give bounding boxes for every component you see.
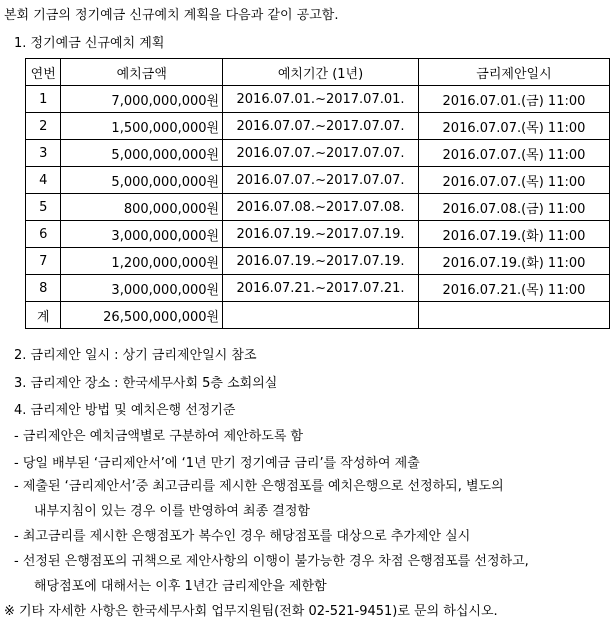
table-row — [26, 140, 610, 167]
header-period: 예치기간 (1년) — [223, 59, 419, 86]
bullet-item: - 제출된 ‘금리제안서’중 최고금리를 제시한 은행점포를 예치은행으로 선정하되, 별도의 — [14, 479, 504, 494]
cell-period: 2016.07.07.~2017.07.07. — [223, 140, 419, 167]
bullet-continuation: 해당점포에 대해서는 이후 1년간 금리제안을 제한함 — [34, 579, 327, 594]
total-label: 계 — [26, 302, 61, 329]
cell-amount: 3,000,000,000원 — [61, 221, 223, 248]
table-header-row — [26, 59, 610, 86]
cell-period: 2016.07.19.~2017.07.19. — [223, 248, 419, 275]
header-no: 연번 — [26, 59, 61, 86]
header-proposal-datetime: 금리제안일시 — [418, 59, 609, 86]
cell-period: 2016.07.07.~2017.07.07. — [223, 113, 419, 140]
cell-amount: 5,000,000,000원 — [61, 167, 223, 194]
intro-text: 본회 기금의 정기예금 신규예치 계획을 다음과 같이 공고함. — [4, 8, 339, 23]
section-1-title: 1. 정기예금 신규예치 계획 — [14, 36, 165, 51]
total-amount: 26,500,000,000원 — [61, 302, 223, 329]
total-empty-cell — [418, 302, 609, 329]
cell-no: 1 — [26, 86, 61, 113]
cell-amount: 3,000,000,000원 — [61, 275, 223, 302]
bullet-continuation: 내부지침이 있는 경우 이를 반영하여 최종 결정함 — [34, 504, 310, 519]
bullet-item: - 최고금리를 제시한 은행점포가 복수인 경우 해당점포를 대상으로 추가제안 실시 — [14, 529, 471, 544]
cell-datetime: 2016.07.19.(화) 11:00 — [418, 248, 609, 275]
cell-datetime: 2016.07.19.(화) 11:00 — [418, 221, 609, 248]
section-3-text: 3. 금리제안 장소 : 한국세무사회 5층 소회의실 — [14, 376, 278, 391]
section-4-title: 4. 금리제안 방법 및 예치은행 선정기준 — [14, 403, 236, 418]
cell-period: 2016.07.01.~2017.07.01. — [223, 86, 419, 113]
table-total-row — [26, 302, 610, 329]
footer-note: ※ 기타 자세한 사항은 한국세무사회 업무지원팀(전화 02-521-9451)로 문의 하십시오. — [4, 604, 498, 619]
cell-no: 7 — [26, 248, 61, 275]
cell-amount: 1,200,000,000원 — [61, 248, 223, 275]
table-row — [26, 113, 610, 140]
cell-amount: 5,000,000,000원 — [61, 140, 223, 167]
table-row — [26, 221, 610, 248]
table-row — [26, 275, 610, 302]
cell-period: 2016.07.08.~2017.07.08. — [223, 194, 419, 221]
cell-no: 5 — [26, 194, 61, 221]
cell-datetime: 2016.07.07.(목) 11:00 — [418, 140, 609, 167]
table-row — [26, 86, 610, 113]
cell-amount: 800,000,000원 — [61, 194, 223, 221]
cell-amount: 1,500,000,000원 — [61, 113, 223, 140]
cell-datetime: 2016.07.21.(목) 11:00 — [418, 275, 609, 302]
bullet-item: - 금리제안은 예치금액별로 구분하여 제안하도록 함 — [14, 429, 304, 444]
table-row — [26, 167, 610, 194]
bullet-item: - 당일 배부된 ‘금리제안서’에 ‘1년 만기 정기예금 금리’를 작성하여 제출 — [14, 456, 420, 471]
cell-no: 6 — [26, 221, 61, 248]
header-amount: 예치금액 — [61, 59, 223, 86]
cell-period: 2016.07.07.~2017.07.07. — [223, 167, 419, 194]
cell-no: 4 — [26, 167, 61, 194]
cell-datetime: 2016.07.08.(금) 11:00 — [418, 194, 609, 221]
deposit-plan-table — [25, 58, 610, 329]
cell-no: 8 — [26, 275, 61, 302]
cell-amount: 7,000,000,000원 — [61, 86, 223, 113]
cell-period: 2016.07.21.~2017.07.21. — [223, 275, 419, 302]
cell-datetime: 2016.07.07.(목) 11:00 — [418, 167, 609, 194]
section-2-text: 2. 금리제안 일시 : 상기 금리제안일시 참조 — [14, 348, 257, 363]
bullet-item: - 선정된 은행점포의 귀책으로 제안사항의 이행이 불가능한 경우 차점 은행점포를 선정하고, — [14, 554, 529, 569]
total-empty-cell — [223, 302, 419, 329]
cell-datetime: 2016.07.07.(목) 11:00 — [418, 113, 609, 140]
cell-no: 3 — [26, 140, 61, 167]
cell-datetime: 2016.07.01.(금) 11:00 — [418, 86, 609, 113]
cell-no: 2 — [26, 113, 61, 140]
table-row — [26, 194, 610, 221]
table-row — [26, 248, 610, 275]
cell-period: 2016.07.19.~2017.07.19. — [223, 221, 419, 248]
